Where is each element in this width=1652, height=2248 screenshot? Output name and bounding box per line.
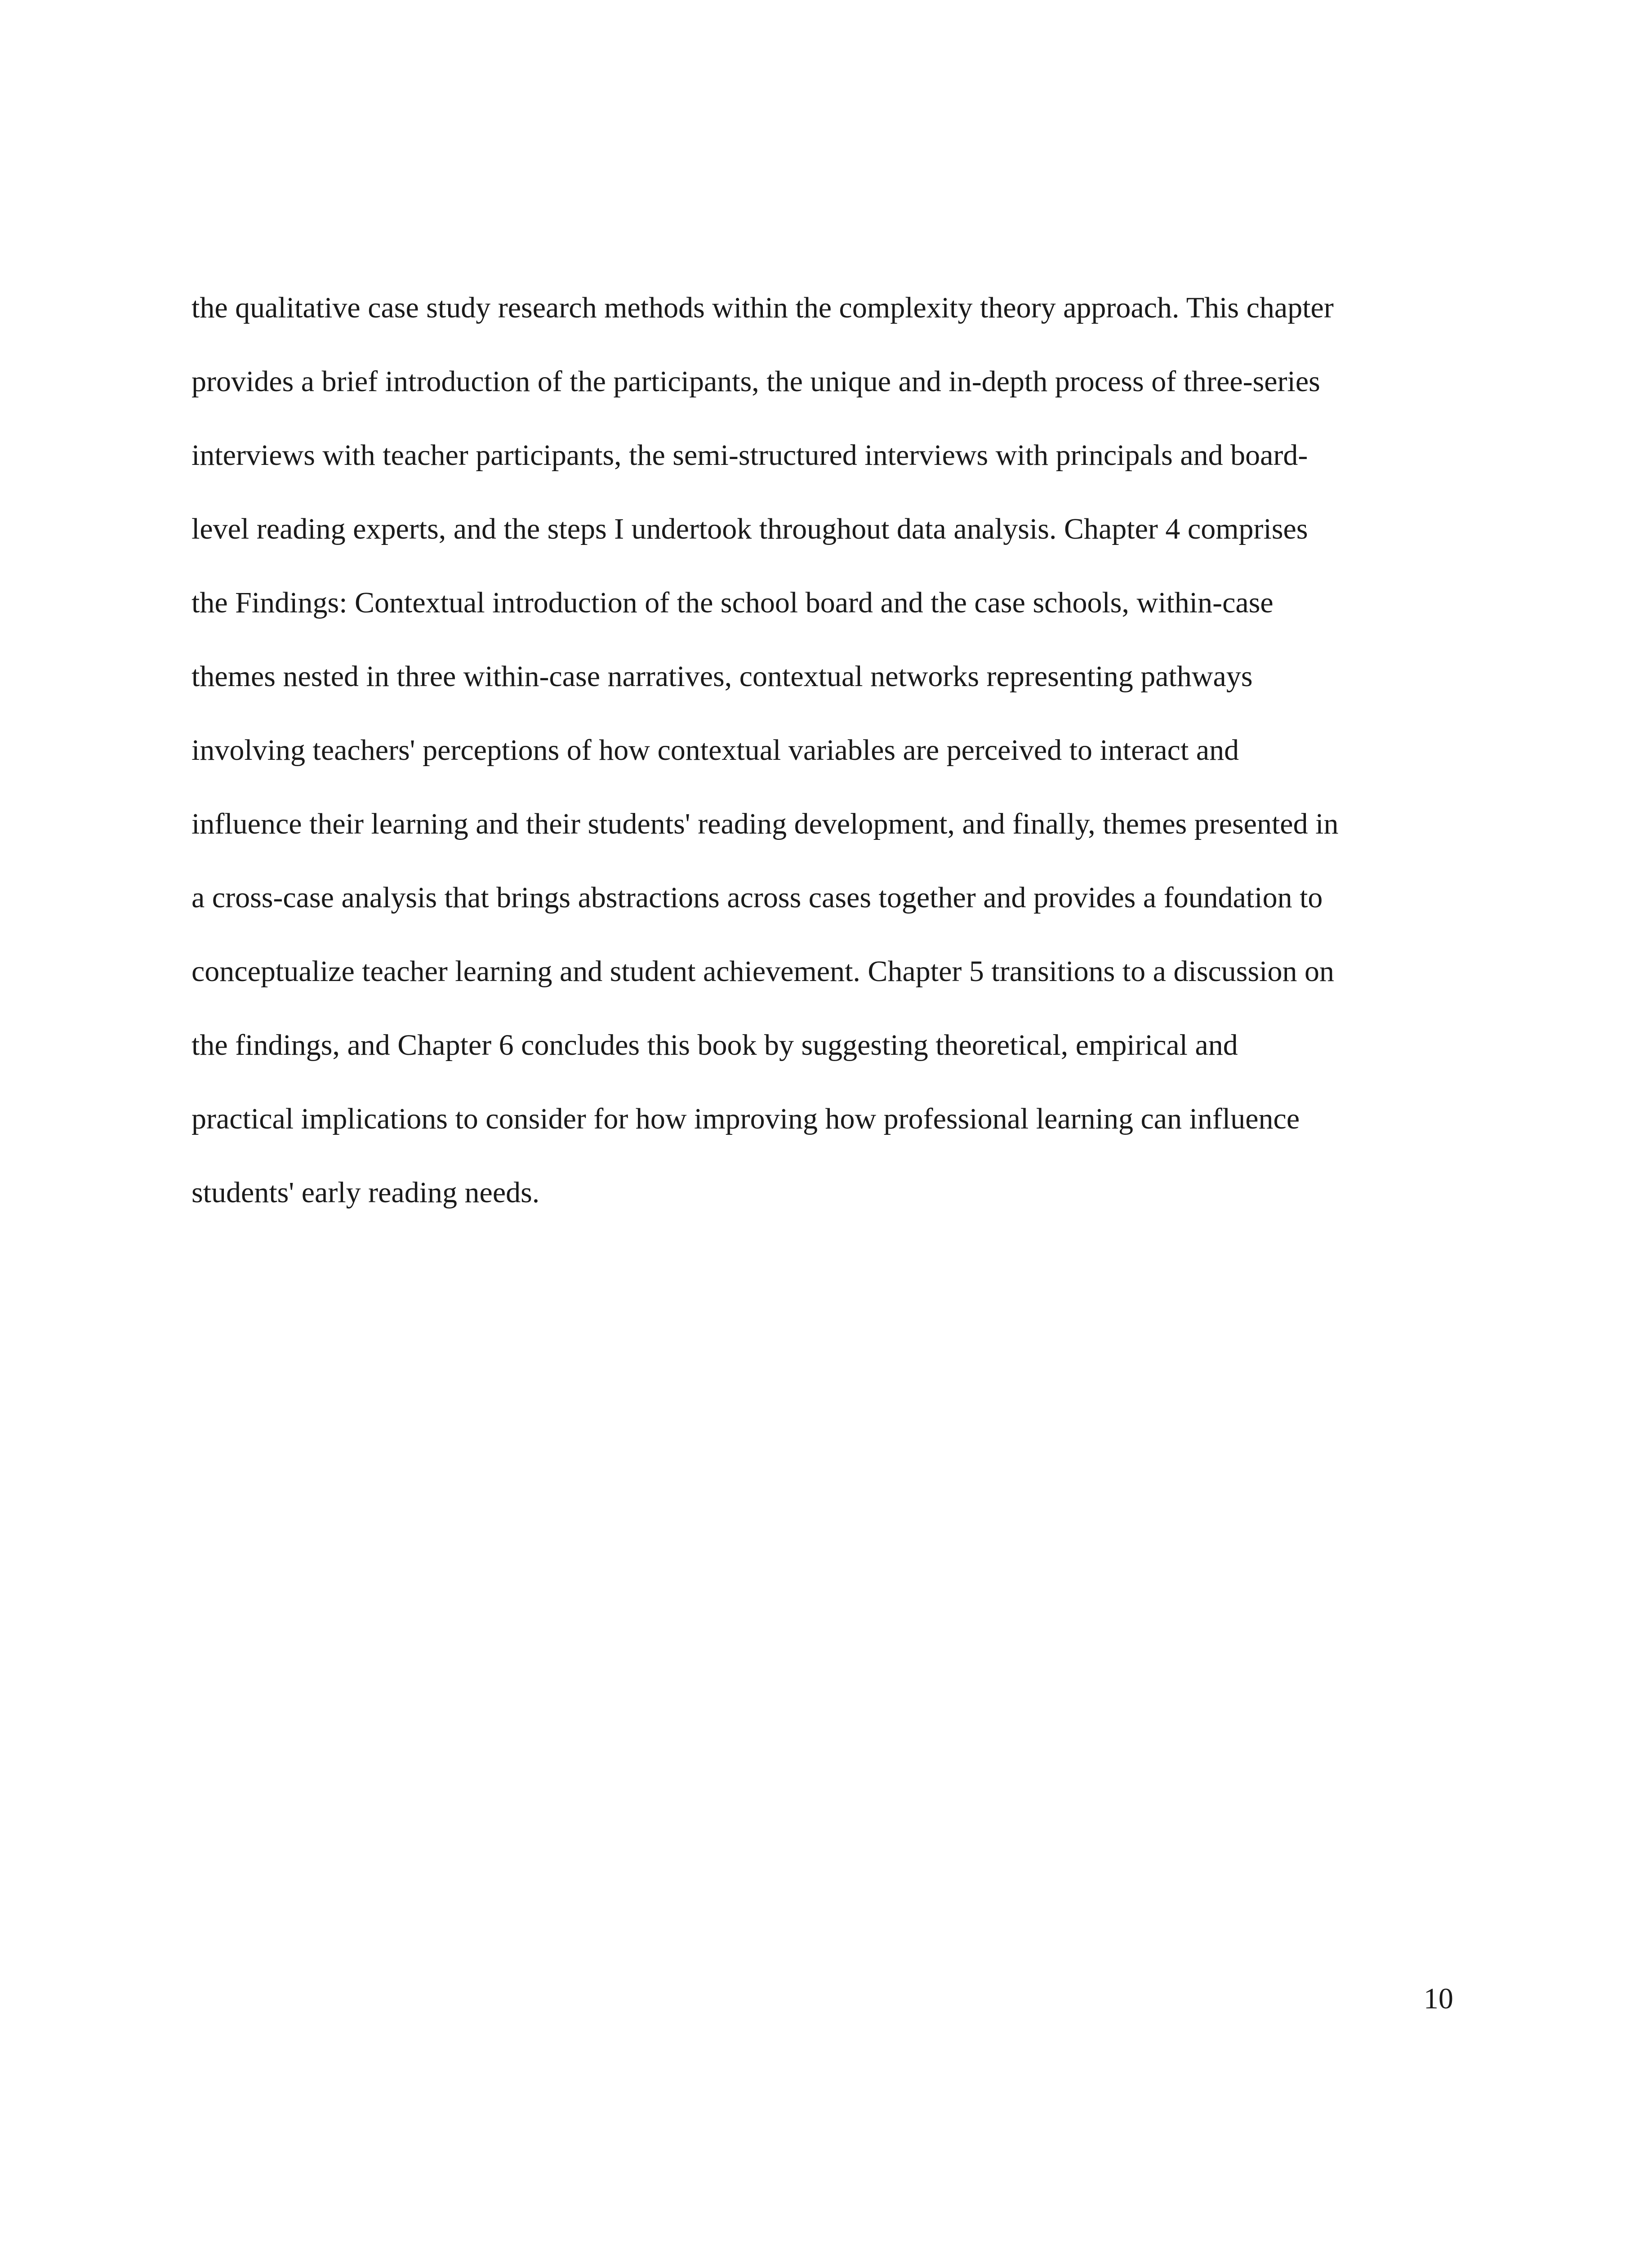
body-paragraph <box>191 290 1486 1249</box>
paragraph-line: the Findings: Contextual introduction of the school board and the case schools, within-case <box>191 586 1274 619</box>
paragraph-line: themes nested in three within-case narratives, contextual networks representing pathways <box>191 660 1253 693</box>
paragraph-line: interviews with teacher participants, the semi-structured interviews with principals and board- <box>191 439 1308 472</box>
paragraph-line: students' early reading needs. <box>191 1176 540 1209</box>
paragraph-line: practical implications to consider for how improving how professional learning can influence <box>191 1102 1300 1135</box>
paragraph-line: the findings, and Chapter 6 concludes this book by suggesting theoretical, empirical and <box>191 1029 1238 1062</box>
paragraph-line: conceptualize teacher learning and student achievement. Chapter 5 transitions to a discussion on <box>191 955 1334 988</box>
paragraph-line: involving teachers' perceptions of how contextual variables are perceived to interact and <box>191 734 1239 767</box>
paragraph-line: provides a brief introduction of the participants, the unique and in-depth process of three-series <box>191 365 1320 398</box>
paragraph-line: the qualitative case study research methods within the complexity theory approach. This chapter <box>191 291 1334 324</box>
paragraph-line: level reading experts, and the steps I undertook throughout data analysis. Chapter 4 comprises <box>191 513 1308 545</box>
paragraph-line: a cross-case analysis that brings abstractions across cases together and provides a foundation to <box>191 881 1323 914</box>
page-number: 10 <box>1424 1982 1453 2015</box>
paragraph-line: influence their learning and their students' reading development, and finally, themes presented in <box>191 807 1339 840</box>
